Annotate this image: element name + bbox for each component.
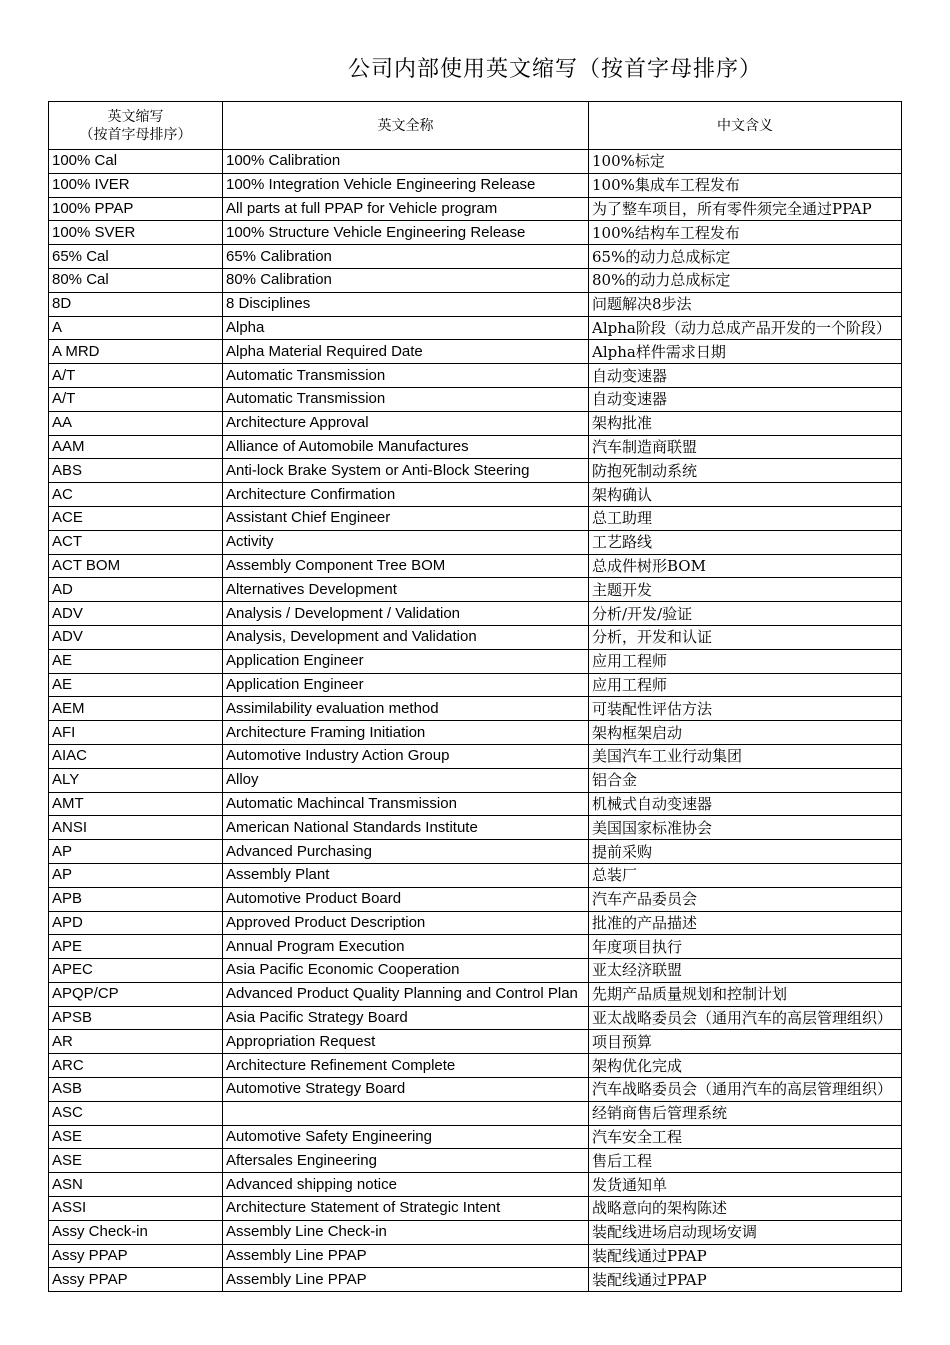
chinese-meaning-cell: 汽车产品委员会: [589, 887, 902, 911]
table-row: [49, 744, 902, 768]
full-name-cell: Automotive Strategy Board: [223, 1078, 589, 1102]
abbreviation-cell: A/T: [49, 387, 223, 411]
table-row: [49, 863, 902, 887]
table-row: [49, 578, 902, 602]
abbreviation-cell: AFI: [49, 721, 223, 745]
table-row: [49, 1268, 902, 1292]
abbreviation-cell: AR: [49, 1030, 223, 1054]
abbreviation-cell: ADV: [49, 625, 223, 649]
full-name-cell: Assembly Plant: [223, 863, 589, 887]
table-row: [49, 982, 902, 1006]
abbreviation-cell: ARC: [49, 1054, 223, 1078]
abbreviation-cell: AMT: [49, 792, 223, 816]
abbreviation-cell: APQP/CP: [49, 982, 223, 1006]
full-name-cell: Advanced Product Quality Planning and Control Plan: [223, 982, 589, 1006]
abbreviation-cell: ASN: [49, 1173, 223, 1197]
full-name-cell: American National Standards Institute: [223, 816, 589, 840]
full-name-cell: Automotive Industry Action Group: [223, 744, 589, 768]
header-full-name: 英文全称: [223, 102, 589, 150]
abbreviation-cell: APE: [49, 935, 223, 959]
chinese-meaning-cell: 架构优化完成: [589, 1054, 902, 1078]
table-row: [49, 340, 902, 364]
abbreviation-cell: APSB: [49, 1006, 223, 1030]
chinese-meaning-cell: 防抱死制动系统: [589, 459, 902, 483]
full-name-cell: Automatic Transmission: [223, 364, 589, 388]
abbreviation-cell: ABS: [49, 459, 223, 483]
abbreviation-cell: Assy Check-in: [49, 1220, 223, 1244]
chinese-meaning-cell: 发货通知单: [589, 1173, 902, 1197]
table-row: [49, 1173, 902, 1197]
table-row: [49, 292, 902, 316]
table-row: [49, 649, 902, 673]
table-row: [49, 1125, 902, 1149]
abbreviation-cell: 100% IVER: [49, 173, 223, 197]
chinese-meaning-cell: 汽车制造商联盟: [589, 435, 902, 459]
chinese-meaning-cell: 架构框架启动: [589, 721, 902, 745]
abbreviation-cell: AAM: [49, 435, 223, 459]
chinese-meaning-cell: 自动变速器: [589, 364, 902, 388]
abbreviation-cell: ADV: [49, 602, 223, 626]
chinese-meaning-cell: 应用工程师: [589, 649, 902, 673]
table-row: [49, 1220, 902, 1244]
table-row: [49, 435, 902, 459]
table-row: [49, 173, 902, 197]
abbreviation-cell: ASSI: [49, 1197, 223, 1221]
table-row: [49, 483, 902, 507]
chinese-meaning-cell: 分析，开发和认证: [589, 625, 902, 649]
table-row: [49, 554, 902, 578]
table-row: [49, 459, 902, 483]
abbreviation-cell: AE: [49, 673, 223, 697]
table-row: [49, 1149, 902, 1173]
chinese-meaning-cell: 主题开发: [589, 578, 902, 602]
full-name-cell: Alloy: [223, 768, 589, 792]
table-row: [49, 245, 902, 269]
chinese-meaning-cell: 65%的动力总成标定: [589, 245, 902, 269]
table-row: [49, 1054, 902, 1078]
table-row: [49, 506, 902, 530]
chinese-meaning-cell: 售后工程: [589, 1149, 902, 1173]
header-abbreviation-line1: 英文缩写: [107, 108, 164, 125]
chinese-meaning-cell: 为了整车项目，所有零件须完全通过PPAP: [589, 197, 902, 221]
abbreviation-cell: AA: [49, 411, 223, 435]
chinese-meaning-cell: 批准的产品描述: [589, 911, 902, 935]
full-name-cell: Alpha: [223, 316, 589, 340]
abbreviation-cell: ASE: [49, 1149, 223, 1173]
chinese-meaning-cell: 问题解决8步法: [589, 292, 902, 316]
chinese-meaning-cell: 100%集成车工程发布: [589, 173, 902, 197]
abbreviation-cell: ASC: [49, 1101, 223, 1125]
chinese-meaning-cell: 汽车安全工程: [589, 1125, 902, 1149]
abbreviation-cell: APEC: [49, 959, 223, 983]
full-name-cell: Application Engineer: [223, 673, 589, 697]
full-name-cell: [223, 1101, 589, 1125]
page-title: 公司内部使用英文缩写（按首字母排序）: [347, 57, 762, 82]
table-row: [49, 197, 902, 221]
full-name-cell: Architecture Confirmation: [223, 483, 589, 507]
table-row: [49, 1078, 902, 1102]
chinese-meaning-cell: 总工助理: [589, 506, 902, 530]
abbreviation-cell: ASE: [49, 1125, 223, 1149]
abbreviation-cell: AD: [49, 578, 223, 602]
full-name-cell: Automotive Product Board: [223, 887, 589, 911]
full-name-cell: All parts at full PPAP for Vehicle program: [223, 197, 589, 221]
full-name-cell: Automotive Safety Engineering: [223, 1125, 589, 1149]
table-row: [49, 1101, 902, 1125]
chinese-meaning-cell: 铝合金: [589, 768, 902, 792]
table-row: [49, 602, 902, 626]
full-name-cell: Aftersales Engineering: [223, 1149, 589, 1173]
table-row: [49, 721, 902, 745]
full-name-cell: Alliance of Automobile Manufactures: [223, 435, 589, 459]
full-name-cell: 100% Calibration: [223, 150, 589, 174]
table-row: [49, 1030, 902, 1054]
chinese-meaning-cell: 美国汽车工业行动集团: [589, 744, 902, 768]
table-row: [49, 625, 902, 649]
full-name-cell: Alpha Material Required Date: [223, 340, 589, 364]
abbreviation-cell: APB: [49, 887, 223, 911]
table-row: [49, 911, 902, 935]
chinese-meaning-cell: 自动变速器: [589, 387, 902, 411]
table-row: [49, 768, 902, 792]
abbreviation-cell: 65% Cal: [49, 245, 223, 269]
chinese-meaning-cell: 80%的动力总成标定: [589, 268, 902, 292]
table-row: [49, 792, 902, 816]
full-name-cell: Asia Pacific Economic Cooperation: [223, 959, 589, 983]
abbreviation-cell: 100% PPAP: [49, 197, 223, 221]
chinese-meaning-cell: 先期产品质量规划和控制计划: [589, 982, 902, 1006]
full-name-cell: Assembly Line Check-in: [223, 1220, 589, 1244]
header-chinese-meaning: 中文含义: [589, 102, 902, 150]
full-name-cell: Application Engineer: [223, 649, 589, 673]
full-name-cell: Annual Program Execution: [223, 935, 589, 959]
full-name-cell: Anti-lock Brake System or Anti-Block Steering: [223, 459, 589, 483]
chinese-meaning-cell: 总成件树形BOM: [589, 554, 902, 578]
abbreviation-cell: Assy PPAP: [49, 1268, 223, 1292]
full-name-cell: Assistant Chief Engineer: [223, 506, 589, 530]
abbreviation-cell: 100% Cal: [49, 150, 223, 174]
chinese-meaning-cell: 战略意向的架构陈述: [589, 1197, 902, 1221]
abbreviation-cell: A MRD: [49, 340, 223, 364]
abbreviation-cell: ANSI: [49, 816, 223, 840]
abbreviation-cell: Assy PPAP: [49, 1244, 223, 1268]
table-row: [49, 221, 902, 245]
full-name-cell: Architecture Statement of Strategic Intent: [223, 1197, 589, 1221]
full-name-cell: Automatic Transmission: [223, 387, 589, 411]
abbreviation-cell: ACT: [49, 530, 223, 554]
full-name-cell: Automatic Machincal Transmission: [223, 792, 589, 816]
chinese-meaning-cell: 应用工程师: [589, 673, 902, 697]
chinese-meaning-cell: 工艺路线: [589, 530, 902, 554]
full-name-cell: 65% Calibration: [223, 245, 589, 269]
full-name-cell: 100% Structure Vehicle Engineering Release: [223, 221, 589, 245]
full-name-cell: 100% Integration Vehicle Engineering Release: [223, 173, 589, 197]
table-row: [49, 530, 902, 554]
abbreviation-cell: AP: [49, 840, 223, 864]
chinese-meaning-cell: Alpha样件需求日期: [589, 340, 902, 364]
chinese-meaning-cell: 年度项目执行: [589, 935, 902, 959]
abbreviation-cell: AEM: [49, 697, 223, 721]
table-row: [49, 935, 902, 959]
header-abbreviation-line2: （按首字母排序）: [79, 126, 192, 143]
full-name-cell: Analysis, Development and Validation: [223, 625, 589, 649]
table-row: [49, 697, 902, 721]
chinese-meaning-cell: 100%标定: [589, 150, 902, 174]
chinese-meaning-cell: 汽车战略委员会（通用汽车的高层管理组织）: [589, 1078, 902, 1102]
abbreviation-cell: AC: [49, 483, 223, 507]
full-name-cell: Assembly Component Tree BOM: [223, 554, 589, 578]
abbreviation-cell: AE: [49, 649, 223, 673]
full-name-cell: Architecture Framing Initiation: [223, 721, 589, 745]
abbreviation-cell: A/T: [49, 364, 223, 388]
full-name-cell: Alternatives Development: [223, 578, 589, 602]
full-name-cell: Assembly Line PPAP: [223, 1244, 589, 1268]
full-name-cell: Architecture Refinement Complete: [223, 1054, 589, 1078]
chinese-meaning-cell: 亚太战略委员会（通用汽车的高层管理组织）: [589, 1006, 902, 1030]
chinese-meaning-cell: 100%结构车工程发布: [589, 221, 902, 245]
full-name-cell: Asia Pacific Strategy Board: [223, 1006, 589, 1030]
table-header-row: [49, 102, 902, 150]
chinese-meaning-cell: 经销商售后管理系统: [589, 1101, 902, 1125]
table-row: [49, 316, 902, 340]
table-row: [49, 1197, 902, 1221]
full-name-cell: Approved Product Description: [223, 911, 589, 935]
chinese-meaning-cell: 总装厂: [589, 863, 902, 887]
table-row: [49, 387, 902, 411]
chinese-meaning-cell: 项目预算: [589, 1030, 902, 1054]
chinese-meaning-cell: 架构确认: [589, 483, 902, 507]
table-row: [49, 268, 902, 292]
full-name-cell: 8 Disciplines: [223, 292, 589, 316]
table-row: [49, 816, 902, 840]
abbreviation-cell: 80% Cal: [49, 268, 223, 292]
abbreviation-cell: ACE: [49, 506, 223, 530]
chinese-meaning-cell: 提前采购: [589, 840, 902, 864]
abbreviation-cell: ACT BOM: [49, 554, 223, 578]
table-row: [49, 1006, 902, 1030]
abbreviation-cell: ALY: [49, 768, 223, 792]
abbreviation-cell: ASB: [49, 1078, 223, 1102]
abbreviation-cell: APD: [49, 911, 223, 935]
table-row: [49, 150, 902, 174]
chinese-meaning-cell: 亚太经济联盟: [589, 959, 902, 983]
table-row: [49, 887, 902, 911]
table-row: [49, 411, 902, 435]
chinese-meaning-cell: Alpha阶段（动力总成产品开发的一个阶段）: [589, 316, 902, 340]
full-name-cell: Activity: [223, 530, 589, 554]
table-row: [49, 959, 902, 983]
full-name-cell: Appropriation Request: [223, 1030, 589, 1054]
abbreviation-cell: AIAC: [49, 744, 223, 768]
header-abbreviation: [49, 102, 223, 150]
full-name-cell: Advanced shipping notice: [223, 1173, 589, 1197]
abbreviation-cell: 8D: [49, 292, 223, 316]
chinese-meaning-cell: 装配线通过PPAP: [589, 1244, 902, 1268]
abbreviation-table: [48, 101, 902, 1292]
full-name-cell: Advanced Purchasing: [223, 840, 589, 864]
full-name-cell: Analysis / Development / Validation: [223, 602, 589, 626]
table-row: [49, 1244, 902, 1268]
abbreviation-cell: A: [49, 316, 223, 340]
chinese-meaning-cell: 装配线通过PPAP: [589, 1268, 902, 1292]
chinese-meaning-cell: 美国国家标准协会: [589, 816, 902, 840]
abbreviation-cell: 100% SVER: [49, 221, 223, 245]
table-row: [49, 840, 902, 864]
full-name-cell: Assembly Line PPAP: [223, 1268, 589, 1292]
full-name-cell: Assimilability evaluation method: [223, 697, 589, 721]
chinese-meaning-cell: 机械式自动变速器: [589, 792, 902, 816]
abbreviation-cell: AP: [49, 863, 223, 887]
full-name-cell: Architecture Approval: [223, 411, 589, 435]
chinese-meaning-cell: 架构批准: [589, 411, 902, 435]
chinese-meaning-cell: 装配线进场启动现场安调: [589, 1220, 902, 1244]
chinese-meaning-cell: 分析/开发/验证: [589, 602, 902, 626]
table-row: [49, 364, 902, 388]
full-name-cell: 80% Calibration: [223, 268, 589, 292]
chinese-meaning-cell: 可装配性评估方法: [589, 697, 902, 721]
table-row: [49, 673, 902, 697]
